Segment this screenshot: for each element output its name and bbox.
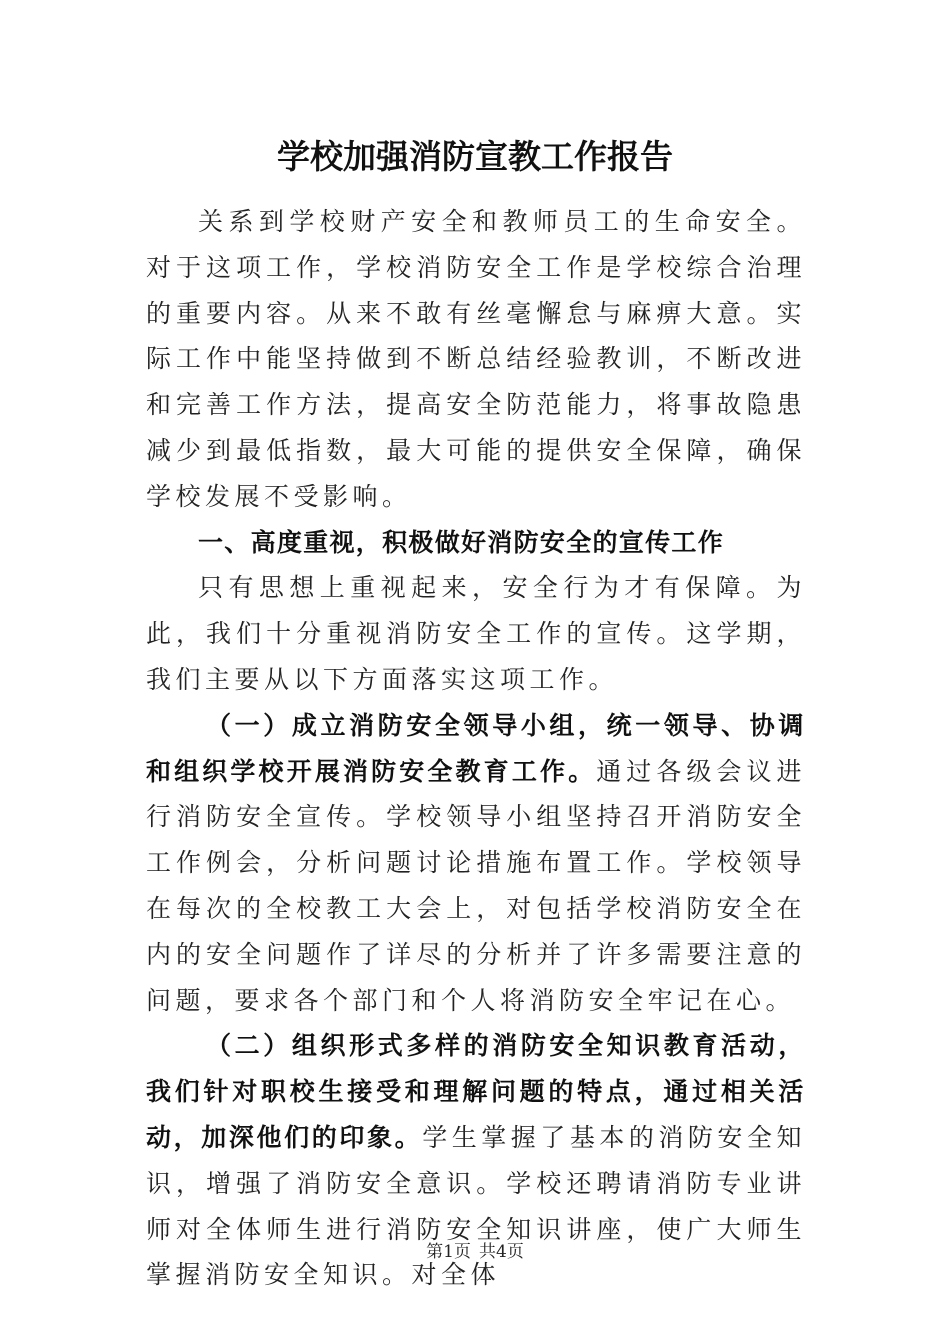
subsection-1-text: 通过各级会议进行消防安全宣传。学校领导小组坚持召开消防安全工作例会，分析问题讨论措施布置工作。学校领导在每次的全校教工大会上，对包括学校消防安全在内的安全问题作了详尽的分析并了许多需要注意的问题，要求各个部门和个人将消防安全牢记在心。	[146, 756, 806, 1015]
paragraph-intro: 关系到学校财产安全和教师员工的生命安全。对于这项工作，学校消防安全工作是学校综合治理的重要内容。从来不敢有丝毫懈怠与麻痹大意。实际工作中能坚持做到不断总结经验教训，不断改进和完善工作方法，提高安全防范能力，将事故隐患减少到最低指数，最大可能的提供安全保障，确保学校发展不受影响。	[146, 207, 806, 511]
document-title: 学校加强消防宣教工作报告	[277, 137, 673, 176]
page-footer	[0, 1240, 950, 1264]
subsection-2-text: 学生掌握了基本的消防安全知识，增强了消防安全意识。学校还聘请消防专业讲师对全体师生进行消防安全知识讲座，使广大师生掌握消防安全知识。对全体	[146, 1122, 806, 1290]
document-body	[146, 199, 806, 1298]
page-total: 共4页	[479, 1242, 524, 1262]
section-heading-1: 一、高度重视，积极做好消防安全的宣传工作	[198, 527, 725, 557]
paragraph-subsection-1	[146, 703, 806, 1024]
subsection-1-lead: （一）成立消防安全领导小组，统一领导、协调和组织学校开展消防安全教育工作。	[146, 710, 806, 786]
page-number: 第1页	[426, 1242, 471, 1262]
subsection-2-lead: （二）组织形式多样的消防安全知识教育活动，我们针对职校生接受和理解问题的特点，通过相关活动，加深他们的印象。	[146, 1031, 806, 1152]
paragraph-section-1: 只有思想上重视起来，安全行为才有保障。为此，我们十分重视消防安全工作的宣传。这学期，我们主要从以下方面落实这项工作。	[146, 573, 806, 694]
